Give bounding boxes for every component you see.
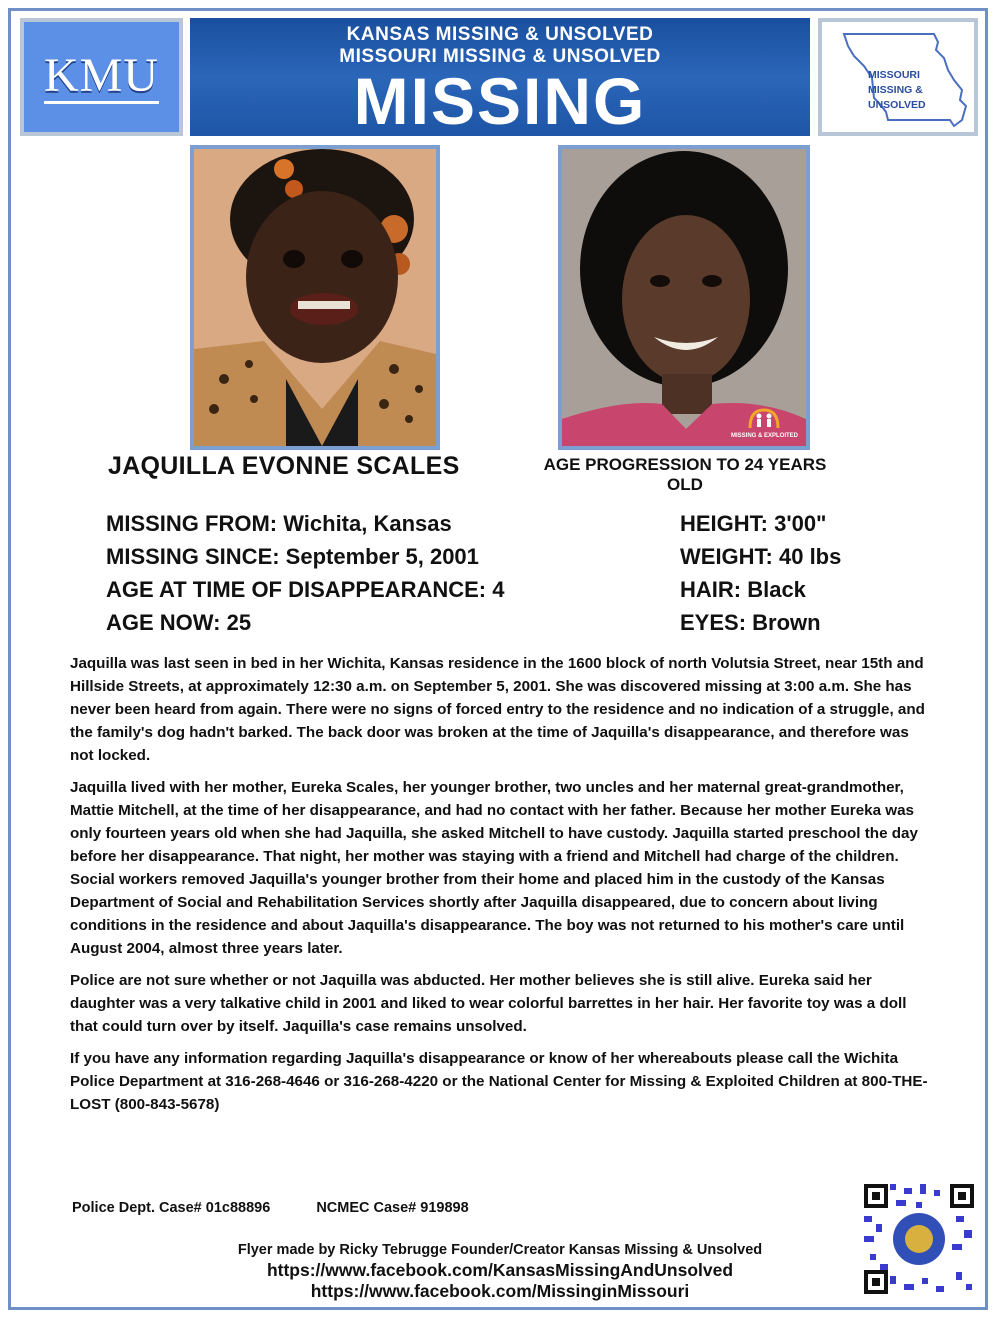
banner-line-missouri: MISSOURI MISSING & UNSOLVED bbox=[339, 46, 661, 67]
missouri-logo-text: MISSOURI MISSING & UNSOLVED bbox=[868, 69, 926, 111]
paragraph-household: Jaquilla lived with her mother, Eureka Scales, her younger brother, two uncles and her maternal great-grandmother, Mattie Mitchell, at the time of her disappearance, and had no contact with her father. Because her mother Eureka was only fourteen years old when she had Jaquilla, she asked Mitchell to have custody. Jaquilla started preschool the day before her disappearance. That night, her mother was staying with a friend and Mitchell had charge of the children. Social workers removed Jaquilla's younger brother from their home and placed him in the custody of the Kansas Department of Social and Rehabilitation Services shortly after Jaquilla disappeared, due to concern about living conditions in the residence and about Jaquilla's disappearance. The boy was not returned to his mother's care until August 2004, almost three years later. bbox=[70, 779, 918, 957]
age-progression-caption: AGE PROGRESSION TO 24 YEARS OLD bbox=[543, 455, 827, 494]
footer bbox=[150, 1240, 850, 1302]
kmu-logo bbox=[20, 18, 183, 136]
age-progression-photo bbox=[558, 145, 810, 450]
paragraph-investigation: Police are not sure whether or not Jaquilla was abducted. Her mother believes she is still alive. Eureka said her daughter was a very talkative child in 2001 and liked to wear colorful barrettes in her hair. Her favorite toy was a doll that could turn over by itself. Jaquilla's case remains unsolved. bbox=[70, 972, 907, 1035]
kmu-logo-text: KMU bbox=[43, 48, 159, 102]
case-numbers bbox=[72, 1200, 469, 1216]
child-photo bbox=[190, 145, 440, 450]
fact-missing-from: MISSING FROM: Wichita, Kansas bbox=[106, 511, 452, 536]
case-description bbox=[70, 652, 935, 1125]
fact-age-now: AGE NOW: 25 bbox=[106, 610, 252, 635]
facts-left bbox=[106, 507, 504, 639]
facebook-link-kansas[interactable]: https://www.facebook.com/KansasMissingAndUnsolved bbox=[266, 1260, 734, 1280]
facts-right bbox=[680, 507, 841, 639]
missing-person-name: JAQUILLA EVONNE SCALES bbox=[108, 452, 460, 480]
paragraph-last-seen: Jaquilla was last seen in bed in her Wichita, Kansas residence in the 1600 block of north Volutsia Street, near 15th and Hillside Streets, at approximately 12:30 a.m. on September 5, 2001. She was discovered missing at 3:00 a.m. She has never been heard from again. There were no signs of forced entry to the residence and no indication of a struggle, and the family's dog hadn't barked. The back door was broken at the time of Jaquilla's disappearance, and therefore was not locked. bbox=[70, 655, 925, 764]
fact-missing-since: MISSING SINCE: September 5, 2001 bbox=[106, 544, 479, 569]
paragraph-contact-info: If you have any information regarding Jaquilla's disappearance or know of her whereabouts please call the Wichita Police Department at 316-268-4646 or 316-268-4220 or the National Center for Missing & Exploited Children at 800-THE-LOST (800-843-5678) bbox=[70, 1050, 928, 1113]
qr-code-icon bbox=[860, 1180, 978, 1298]
header-banner bbox=[190, 18, 810, 136]
fact-weight: WEIGHT: 40 lbs bbox=[680, 544, 842, 569]
ncmec-case-number: NCMEC Case# 919898 bbox=[316, 1200, 469, 1216]
qr-code[interactable] bbox=[860, 1180, 978, 1298]
banner-title: MISSING bbox=[353, 64, 647, 138]
ncmec-logo: MISSING & EXPLOITED bbox=[731, 406, 798, 440]
fact-eyes: EYES: Brown bbox=[680, 610, 821, 635]
fact-hair: HAIR: Black bbox=[680, 577, 806, 602]
banner-line-kansas: KANSAS MISSING & UNSOLVED bbox=[346, 24, 654, 45]
fact-age-at-disappearance: AGE AT TIME OF DISAPPEARANCE: 4 bbox=[106, 577, 505, 602]
ncmec-figures-icon bbox=[744, 406, 784, 430]
missouri-logo bbox=[818, 18, 978, 136]
fact-height: HEIGHT: 3'00" bbox=[680, 511, 827, 536]
facebook-link-missouri[interactable]: https://www.facebook.com/MissinginMissouri bbox=[310, 1281, 690, 1301]
police-case-number: Police Dept. Case# 01c88896 bbox=[72, 1200, 271, 1216]
flyer-credit: Flyer made by Ricky Tebrugge Founder/Creator Kansas Missing & Unsolved bbox=[237, 1242, 763, 1258]
